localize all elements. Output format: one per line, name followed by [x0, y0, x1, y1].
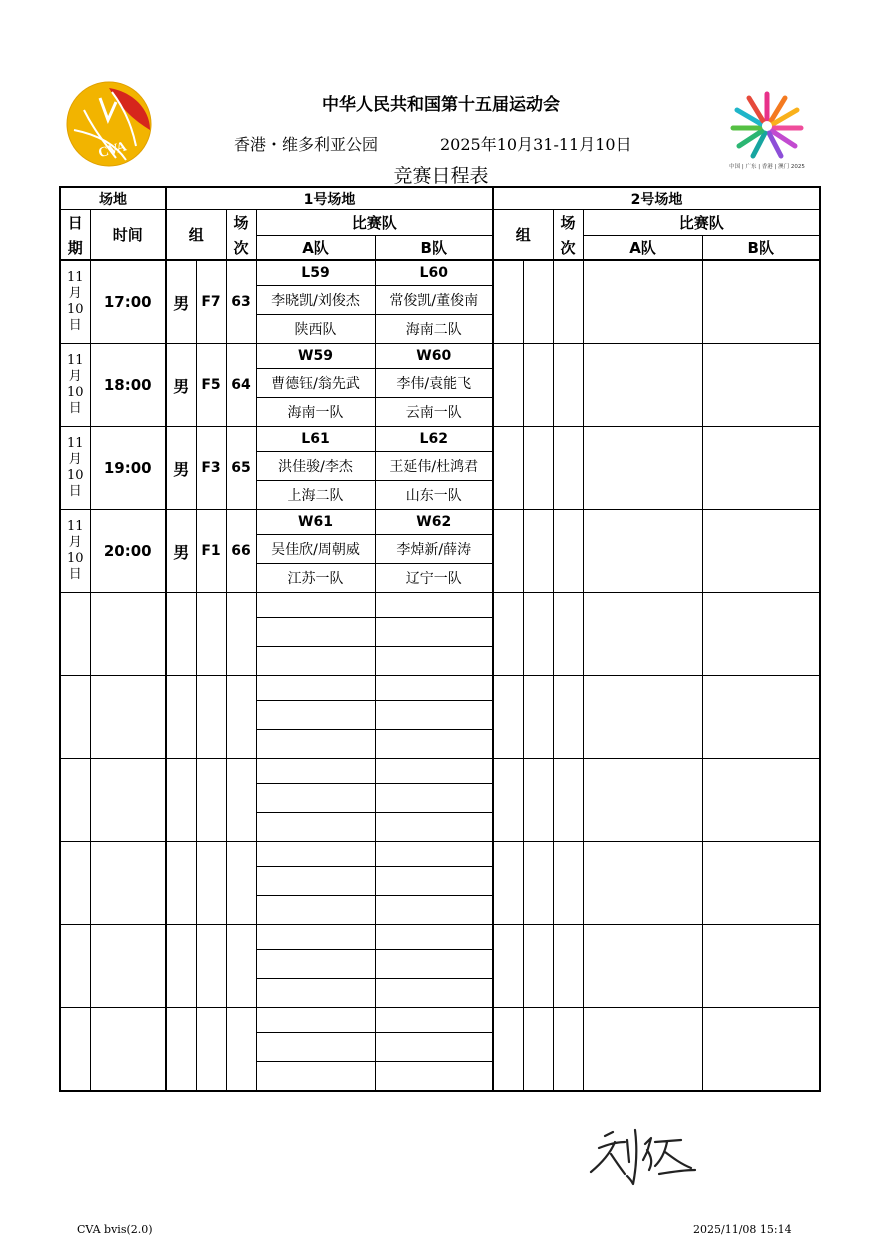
svg-text:CVA: CVA [96, 139, 129, 162]
match-date: 11 月 10 日 [60, 260, 90, 344]
team-a-team [256, 979, 375, 1008]
match-gender [166, 676, 196, 759]
team-b-players [375, 701, 493, 730]
court2-number [553, 510, 583, 593]
court2-team-b [702, 1008, 820, 1092]
team-b-team: 辽宁一队 [375, 564, 493, 593]
team-a-players [256, 950, 375, 979]
team-b-players [375, 1033, 493, 1062]
match-group: F7 [196, 260, 226, 344]
match-gender [166, 593, 196, 676]
court2-number [553, 344, 583, 427]
match-time: 18:00 [90, 344, 166, 427]
team-b-players: 李伟/袁能飞 [375, 369, 493, 398]
match-time: 17:00 [90, 260, 166, 344]
team-b-team [375, 1062, 493, 1092]
team-b-code [375, 593, 493, 618]
court2-gender [493, 842, 523, 925]
match-number: 66 [226, 510, 256, 593]
team-b-code [375, 842, 493, 867]
match-date: 11 月 10 日 [60, 510, 90, 593]
match-time [90, 1008, 166, 1092]
group-header-court2: 组 [493, 210, 553, 261]
team-a-team: 陕西队 [256, 315, 375, 344]
team-b-team [375, 730, 493, 759]
team-b-team: 云南一队 [375, 398, 493, 427]
match-time: 20:00 [90, 510, 166, 593]
court2-team-a [583, 759, 702, 842]
team-a-team [256, 647, 375, 676]
group-header-court1: 组 [166, 210, 226, 261]
match-group [196, 925, 226, 1008]
court2-number [553, 260, 583, 344]
time-header: 时间 [90, 210, 166, 261]
team-a-players: 吴佳欣/周朝威 [256, 535, 375, 564]
court2-team-a [583, 344, 702, 427]
match-date [60, 842, 90, 925]
match-row [60, 593, 820, 618]
team-a-code: L59 [256, 260, 375, 286]
court2-number [553, 842, 583, 925]
court2-group [523, 676, 553, 759]
match-row [60, 260, 820, 286]
match-gender: 男 [166, 427, 196, 510]
court2-team-b [702, 260, 820, 344]
team-b-code [375, 676, 493, 701]
team-a-team: 上海二队 [256, 481, 375, 510]
team-b-code [375, 759, 493, 784]
match-group [196, 759, 226, 842]
court2-gender [493, 510, 523, 593]
team-a-code: L61 [256, 427, 375, 452]
court2-number [553, 427, 583, 510]
team-a-players: 曹德钰/翁先武 [256, 369, 375, 398]
match-group: F1 [196, 510, 226, 593]
court2-number [553, 925, 583, 1008]
team-b-code [375, 1008, 493, 1033]
court2-gender [493, 344, 523, 427]
court2-group [523, 260, 553, 344]
team-a-code [256, 925, 375, 950]
team-b-code: W62 [375, 510, 493, 535]
court2-team-a [583, 510, 702, 593]
court2-group [523, 593, 553, 676]
team-b-header-court1: B队 [375, 236, 493, 261]
match-gender: 男 [166, 344, 196, 427]
team-a-team: 海南一队 [256, 398, 375, 427]
court2-team-b [702, 759, 820, 842]
court2-gender [493, 925, 523, 1008]
team-a-code [256, 842, 375, 867]
team-b-players: 常俊凯/董俊南 [375, 286, 493, 315]
match-number: 63 [226, 260, 256, 344]
team-a-header-court1: A队 [256, 236, 375, 261]
venue-header: 场地 [60, 187, 166, 210]
court2-gender [493, 593, 523, 676]
team-b-team: 海南二队 [375, 315, 493, 344]
court2-team-b [702, 676, 820, 759]
match-group [196, 1008, 226, 1092]
match-gender [166, 925, 196, 1008]
match-group [196, 676, 226, 759]
match-group [196, 593, 226, 676]
match-number [226, 593, 256, 676]
court2-group [523, 925, 553, 1008]
court2-team-b [702, 510, 820, 593]
match-number [226, 1008, 256, 1092]
match-time [90, 759, 166, 842]
team-a-team: 江苏一队 [256, 564, 375, 593]
event-dates: 2025年10月31-11月10日 [440, 135, 632, 154]
court2-gender [493, 1008, 523, 1092]
teams-header-court2: 比赛队 [583, 210, 820, 236]
court2-team-a [583, 842, 702, 925]
match-number [226, 676, 256, 759]
team-a-players: 李晓凯/刘俊杰 [256, 286, 375, 315]
match-group [196, 842, 226, 925]
team-b-team [375, 979, 493, 1008]
team-a-team [256, 730, 375, 759]
footer-timestamp: 2025/11/08 15:14 [693, 1223, 792, 1236]
team-a-players: 洪佳骏/李杰 [256, 452, 375, 481]
team-b-header-court2: B队 [702, 236, 820, 261]
court-1-header: 1号场地 [166, 187, 493, 210]
team-a-players [256, 701, 375, 730]
signature [585, 1122, 705, 1192]
court2-group [523, 842, 553, 925]
match-number [226, 842, 256, 925]
court2-gender [493, 427, 523, 510]
team-b-players [375, 784, 493, 813]
court2-group [523, 1008, 553, 1092]
team-a-code: W59 [256, 344, 375, 369]
court2-team-a [583, 260, 702, 344]
match-time [90, 676, 166, 759]
footer-version: CVA bvis(2.0) [77, 1223, 153, 1236]
match-row [60, 427, 820, 452]
team-a-code [256, 676, 375, 701]
court2-number [553, 676, 583, 759]
team-b-team: 山东一队 [375, 481, 493, 510]
match-time [90, 593, 166, 676]
team-b-code: L62 [375, 427, 493, 452]
court2-team-a [583, 1008, 702, 1092]
match-gender [166, 759, 196, 842]
team-b-code [375, 925, 493, 950]
team-b-code: L60 [375, 260, 493, 286]
court2-number [553, 593, 583, 676]
match-time: 19:00 [90, 427, 166, 510]
court2-group [523, 759, 553, 842]
page-title: 中华人民共和国第十五届运动会 [322, 95, 560, 115]
court-2-header: 2号场地 [493, 187, 820, 210]
svg-text:中国 | 广东 | 香港 | 澳门 2025: 中国 | 广东 | 香港 | 澳门 2025 [729, 164, 805, 170]
match-group: F3 [196, 427, 226, 510]
match-gender: 男 [166, 510, 196, 593]
match-no-header-court2: 场 次 [553, 210, 583, 261]
court2-team-b [702, 842, 820, 925]
court2-group [523, 510, 553, 593]
team-b-players [375, 867, 493, 896]
court2-team-b [702, 593, 820, 676]
match-time [90, 925, 166, 1008]
teams-header-court1: 比赛队 [256, 210, 493, 236]
court2-gender [493, 759, 523, 842]
court2-team-a [583, 593, 702, 676]
match-date [60, 593, 90, 676]
team-b-team [375, 813, 493, 842]
match-row [60, 925, 820, 950]
team-a-players [256, 784, 375, 813]
match-row [60, 759, 820, 784]
match-date [60, 1008, 90, 1092]
match-gender [166, 1008, 196, 1092]
team-b-players: 李焯新/薛涛 [375, 535, 493, 564]
match-gender: 男 [166, 260, 196, 344]
match-row [60, 344, 820, 369]
team-a-team [256, 896, 375, 925]
page-subtitle: 竞赛日程表 [393, 165, 489, 187]
court2-number [553, 1008, 583, 1092]
court2-team-b [702, 427, 820, 510]
court2-group [523, 427, 553, 510]
team-a-players [256, 618, 375, 647]
court2-group [523, 344, 553, 427]
match-date: 11 月 10 日 [60, 344, 90, 427]
team-a-header-court2: A队 [583, 236, 702, 261]
court2-team-b [702, 344, 820, 427]
match-row [60, 1008, 820, 1033]
match-row [60, 510, 820, 535]
match-date: 11 月 10 日 [60, 427, 90, 510]
schedule-table [59, 186, 821, 1092]
team-a-code [256, 1008, 375, 1033]
team-a-team [256, 1062, 375, 1092]
team-b-team [375, 647, 493, 676]
team-b-players: 王延伟/杜鸿君 [375, 452, 493, 481]
match-date [60, 759, 90, 842]
match-time [90, 842, 166, 925]
match-number [226, 925, 256, 1008]
match-gender [166, 842, 196, 925]
match-no-header-court1: 场 次 [226, 210, 256, 261]
team-a-players [256, 1033, 375, 1062]
match-date [60, 925, 90, 1008]
court2-gender [493, 676, 523, 759]
date-header: 日 期 [60, 210, 90, 261]
team-b-players [375, 618, 493, 647]
team-a-code [256, 759, 375, 784]
match-number: 64 [226, 344, 256, 427]
court2-team-b [702, 925, 820, 1008]
court2-team-a [583, 427, 702, 510]
match-number [226, 759, 256, 842]
match-row [60, 842, 820, 867]
court2-gender [493, 260, 523, 344]
match-group: F5 [196, 344, 226, 427]
team-b-team [375, 896, 493, 925]
team-a-team [256, 813, 375, 842]
team-b-players [375, 950, 493, 979]
venue-name: 香港・维多利亚公园 [234, 135, 379, 154]
match-date [60, 676, 90, 759]
court2-number [553, 759, 583, 842]
match-number: 65 [226, 427, 256, 510]
team-a-code [256, 593, 375, 618]
team-a-players [256, 867, 375, 896]
team-a-code: W61 [256, 510, 375, 535]
team-b-code: W60 [375, 344, 493, 369]
match-row [60, 676, 820, 701]
court2-team-a [583, 925, 702, 1008]
court2-team-a [583, 676, 702, 759]
